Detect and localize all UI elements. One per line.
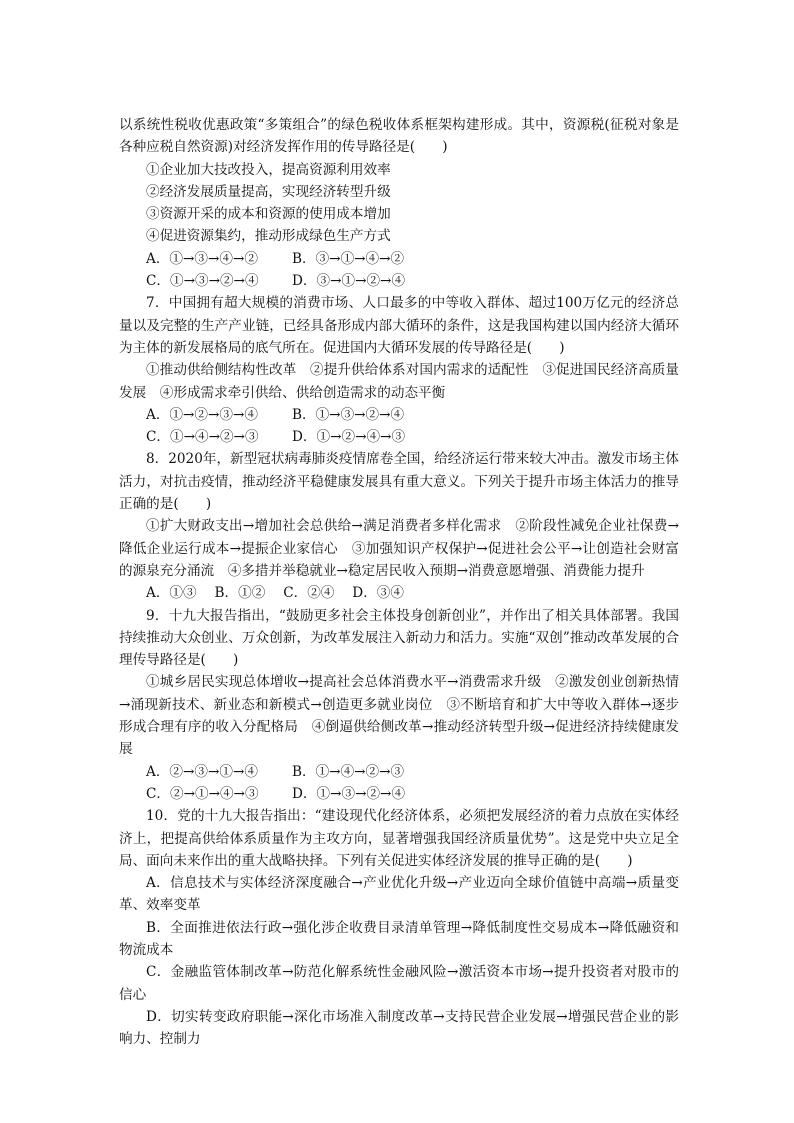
q7-option-b: B．①→③→②→④	[292, 406, 405, 423]
q6-options-row-2	[119, 270, 679, 292]
q7-options-row-2	[119, 426, 679, 448]
q9-stem: 9．十九大报告指出，“鼓励更多社会主体投身创新创业”，并作出了相关具体部署。我国持续推动大众创业、万众创新，为改革发展注入新动力和活力。实施“双创”推动改革发展的合理传导路径是( )	[119, 607, 679, 669]
q9-option-d: D．①→③→②→④	[292, 785, 406, 802]
q7-options-row-1	[119, 404, 679, 426]
q10-option-d: D．切实转变政府职能→深化市场准入制度改革→支持民营企业发展→增强民营企业的影响力、控制力	[119, 1008, 679, 1048]
q6-option-c: C．①→③→②→④	[146, 273, 259, 290]
q10-option-c: C．金融监管体制改革→防范化解系统性金融风险→激活资本市场→提升投资者对股市的信心	[119, 964, 679, 1003]
q8-stem: 8．2020年，新型冠状病毒肺炎疫情席卷全国，给经济运行带来较大冲击。激发市场主体活力，对抗击疫情，推动经济平稳健康发展具有重大意义。下列关于提升市场主体活力的推导正确的是( )	[119, 451, 679, 513]
q6-option-a: A．①→③→④→②	[146, 250, 258, 267]
q9-options-row-2	[119, 783, 679, 805]
q8-options: A．①③ B．①② C．②④ D．③④	[146, 585, 404, 602]
exam-page	[119, 114, 679, 1050]
q7-option-c: C．①→④→②→③	[146, 429, 259, 446]
q6-item-3: ③资源开采的成本和资源的使用成本增加	[146, 206, 391, 223]
q6-option-d: D．③→①→②→④	[292, 273, 406, 290]
q6-options-row-1	[119, 248, 679, 270]
q8-items: ①扩大财政支出→增加社会总供给→满足消费者多样化需求 ②阶段性减免企业社保费→降低企业运行成本→提振企业家信心 ③加强知识产权保护→促进社会公平→让创造社会财富的源泉充分涌流 ④多措并举稳就业→稳定居民收入预期→消费意愿增强、消费能力提升	[119, 518, 679, 579]
q6-item-1: ①企业加大技改投入，提高资源利用效率	[146, 161, 391, 178]
q7-stem: 7．中国拥有超大规模的消费市场、人口最多的中等收入群体、超过100万亿元的经济总量以及完整的生产产业链，已经具备形成内部大循环的条件，这是我国构建以国内经济大循环为主体的新发展格局的底气所在。促进国内大循环发展的传导路径是( )	[119, 295, 679, 356]
q6-option-b: B．③→①→④→②	[292, 250, 405, 267]
q6-item-4: ④促进资源集约，推动形成绿色生产方式	[146, 228, 391, 245]
q9-items: ①城乡居民实现总体增收→提高社会总体消费水平→消费需求升级 ②激发创业创新热情→涌现新技术、新业态和新模式→创造更多就业岗位 ③不断培育和扩大中等收入群体→逐步形成合理有序的收入分配格局 ④倒逼供给侧改革→推动经济转型升级→促进经济持续健康发展	[119, 674, 679, 758]
q7-option-a: A．①→②→③→④	[146, 406, 258, 423]
q6-item-2: ②经济发展质量提高，实现经济转型升级	[146, 183, 391, 200]
q7-items: ①推动供给侧结构性改革 ②提升供给体系对国内需求的适配性 ③促进国民经济高质量发展 ④形成需求牵引供给、供给创造需求的动态平衡	[119, 362, 679, 401]
q10-option-a: A．信息技术与实体经济深度融合→产业优化升级→产业迈向全球价值链中高端→质量变革、效率变革	[119, 875, 679, 914]
q9-option-c: C．②→①→④→③	[146, 785, 259, 802]
q9-option-a: A．②→③→①→④	[146, 763, 258, 780]
q7-option-d: D．①→②→④→③	[292, 429, 406, 446]
q10-option-b: B．全面推进依法行政→强化涉企收费目录清单管理→降低制度性交易成本→降低融资和物流成本	[119, 919, 679, 958]
q9-options-row-1	[119, 761, 679, 783]
q10-stem: 10．党的十九大报告指出：“建设现代化经济体系，必须把发展经济的着力点放在实体经济上，把提高供给体系质量作为主攻方向，显著增强我国经济质量优势”。这是党中央立足全局、面向未来作出的重大战略抉择。下列有关促进实体经济发展的推导正确的是( )	[119, 808, 679, 869]
q6-stem: 以系统性税收优惠政策“多策组合”的绿色税收体系框架构建形成。其中，资源税(征税对象是各种应税自然资源)对经济发挥作用的传导路径是( )	[119, 117, 679, 156]
q9-option-b: B．①→④→②→③	[292, 763, 405, 780]
